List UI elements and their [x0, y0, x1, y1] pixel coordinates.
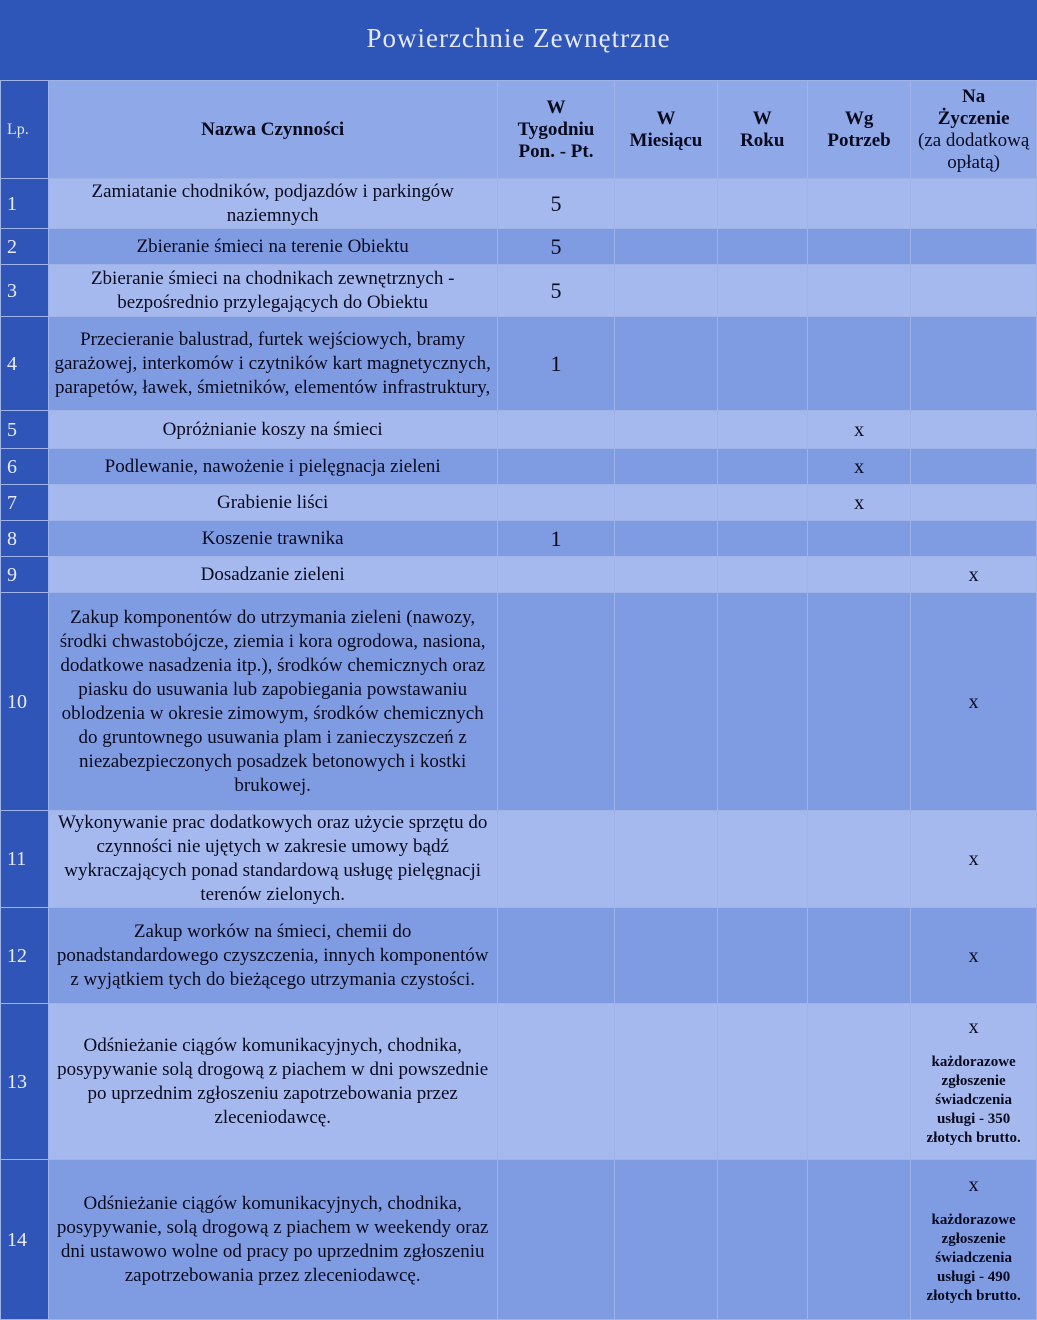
row-week: 1 [497, 521, 615, 557]
row-week [497, 811, 615, 908]
row-name: Zbieranie śmieci na terenie Obiektu [48, 229, 497, 265]
row-week: 1 [497, 317, 615, 411]
row-month [615, 179, 717, 229]
row-lp: 6 [1, 449, 49, 485]
row-year [717, 229, 807, 265]
row-month [615, 1004, 717, 1160]
row-name: Zbieranie śmieci na chodnikach zewnętrznych - bezpośrednio przylegających do Obiektu [48, 265, 497, 317]
header-year [717, 81, 807, 179]
table-row [1, 557, 1037, 593]
row-year [717, 908, 807, 1004]
row-request [911, 485, 1037, 521]
header-request-line-4: opłatą) [947, 151, 1001, 173]
row-name: Zakup komponentów do utrzymania zieleni (nawozy, środki chwastobójcze, ziemia i kora ogrodowa, nasiona, dodatkowe nasadzenia itp.), środków chemicznych oraz piasku do usuwania lub zapobiegania powstawaniu oblodzenia w okresie zimowym, środków chemicznych do gruntownego usuwania plam i zanieczyszczeń z niezabezpieczonych posadzek betonowych i kostki brukowej. [48, 593, 497, 811]
header-year-line-2: Roku [740, 129, 785, 151]
header-request-line-3: (za dodatkową [917, 129, 1030, 151]
header-week-line-2: Tygodniu [517, 118, 595, 140]
row-need [807, 908, 910, 1004]
row-week [497, 485, 615, 521]
row-week [497, 1004, 615, 1160]
row-year [717, 593, 807, 811]
row-request-mark: x [968, 1174, 979, 1196]
row-lp: 7 [1, 485, 49, 521]
header-lp: Lp. [1, 81, 49, 179]
row-month [615, 521, 717, 557]
row-month [615, 811, 717, 908]
row-name: Opróżnianie koszy na śmieci [48, 411, 497, 449]
row-lp: 11 [1, 811, 49, 908]
table-row [1, 485, 1037, 521]
header-need-line-1: Wg [844, 107, 874, 129]
header-request-line-1: Na [962, 85, 986, 107]
row-need [807, 593, 910, 811]
table-row [1, 908, 1037, 1004]
row-lp: 1 [1, 179, 49, 229]
row-lp: 4 [1, 317, 49, 411]
row-lp: 8 [1, 521, 49, 557]
header-month [615, 81, 717, 179]
row-week: 5 [497, 179, 615, 229]
row-request-mark: x [968, 1016, 979, 1038]
row-name: Odśnieżanie ciągów komunikacyjnych, chodnika, posypywanie, solą drogową z piachem w weekendy oraz dni ustawowo wolne od pracy po uprzednim zgłoszeniu zapotrzebowania przez zleceniodawcę. [48, 1160, 497, 1320]
row-request [911, 317, 1037, 411]
table-row [1, 229, 1037, 265]
header-month-line-2: Miesiącu [629, 129, 703, 151]
row-year [717, 521, 807, 557]
header-need-line-2: Potrzeb [827, 129, 891, 151]
row-name: Dosadzanie zieleni [48, 557, 497, 593]
table-row [1, 411, 1037, 449]
table-row [1, 317, 1037, 411]
row-month [615, 411, 717, 449]
row-lp: 5 [1, 411, 49, 449]
row-need [807, 265, 910, 317]
row-year [717, 557, 807, 593]
services-table [0, 80, 1037, 1320]
row-name: Grabienie liści [48, 485, 497, 521]
row-request-note: każdorazowe zgłoszenie świadczenia usługi - 350 złotych brutto. [926, 1054, 1021, 1146]
row-month [615, 908, 717, 1004]
row-name: Zakup worków na śmieci, chemii do ponadstandardowego czyszczenia, innych komponentów z wyjątkiem tych do bieżącego utrzymania czystości. [48, 908, 497, 1004]
row-lp: 2 [1, 229, 49, 265]
table-row [1, 1004, 1037, 1160]
row-week [497, 593, 615, 811]
table-row [1, 1160, 1037, 1320]
row-request: x [911, 908, 1037, 1004]
row-lp: 13 [1, 1004, 49, 1160]
row-year [717, 179, 807, 229]
row-lp: 12 [1, 908, 49, 1004]
row-year [717, 449, 807, 485]
header-week [497, 81, 615, 179]
row-week [497, 908, 615, 1004]
row-need [807, 1160, 910, 1320]
row-month [615, 485, 717, 521]
row-name: Przecieranie balustrad, furtek wejściowych, bramy garażowej, interkomów i czytników kart magnetycznych, parapetów, ławek, śmietników, elementów infrastruktury, [48, 317, 497, 411]
row-month [615, 557, 717, 593]
row-month [615, 449, 717, 485]
row-request: x [911, 593, 1037, 811]
table-header-row [1, 81, 1037, 179]
row-name: Podlewanie, nawożenie i pielęgnacja zieleni [48, 449, 497, 485]
table-row [1, 449, 1037, 485]
row-name: Koszenie trawnika [48, 521, 497, 557]
row-request-note: każdorazowe zgłoszenie świadczenia usługi - 490 złotych brutto. [926, 1212, 1021, 1304]
row-year [717, 1004, 807, 1160]
row-need [807, 179, 910, 229]
table-row [1, 265, 1037, 317]
table-row [1, 811, 1037, 908]
row-week [497, 411, 615, 449]
row-name: Wykonywanie prac dodatkowych oraz użycie sprzętu do czynności nie ujętych w zakresie umowy bądź wykraczających ponad standardową usługę pielęgnacji terenów zielonych. [48, 811, 497, 908]
row-request [911, 411, 1037, 449]
row-week [497, 1160, 615, 1320]
row-request [911, 1160, 1037, 1320]
row-lp: 14 [1, 1160, 49, 1320]
row-request [911, 1004, 1037, 1160]
row-week [497, 449, 615, 485]
table-row [1, 521, 1037, 557]
row-request: x [911, 557, 1037, 593]
row-month [615, 1160, 717, 1320]
row-request [911, 449, 1037, 485]
page-title: Powierzchnie Zewnętrzne [366, 22, 671, 53]
header-request [911, 81, 1037, 179]
header-year-line-1: W [752, 107, 772, 129]
row-month [615, 317, 717, 411]
row-year [717, 1160, 807, 1320]
row-year [717, 317, 807, 411]
table-row [1, 179, 1037, 229]
row-lp: 10 [1, 593, 49, 811]
row-month [615, 229, 717, 265]
row-month [615, 593, 717, 811]
row-need [807, 1004, 910, 1160]
row-week: 5 [497, 229, 615, 265]
row-year [717, 265, 807, 317]
row-need: x [807, 449, 910, 485]
row-need: x [807, 411, 910, 449]
row-request [911, 265, 1037, 317]
row-need [807, 811, 910, 908]
table-row [1, 593, 1037, 811]
row-month [615, 265, 717, 317]
row-year [717, 485, 807, 521]
row-need: x [807, 485, 910, 521]
header-month-line-1: W [656, 107, 676, 129]
row-need [807, 521, 910, 557]
row-request [911, 521, 1037, 557]
row-request [911, 229, 1037, 265]
row-week [497, 557, 615, 593]
header-request-line-2: Życzenie [937, 107, 1010, 129]
header-name: Nazwa Czynności [48, 81, 497, 179]
row-request [911, 179, 1037, 229]
row-need [807, 317, 910, 411]
row-lp: 3 [1, 265, 49, 317]
row-lp: 9 [1, 557, 49, 593]
row-name: Zamiatanie chodników, podjazdów i parkingów naziemnych [48, 179, 497, 229]
row-year [717, 811, 807, 908]
header-week-line-1: W [546, 96, 566, 118]
header-need [807, 81, 910, 179]
row-year [717, 411, 807, 449]
header-week-line-3: Pon. - Pt. [518, 140, 594, 162]
row-name: Odśnieżanie ciągów komunikacyjnych, chodnika, posypywanie solą drogową z piachem w dni powszednie po uprzednim zgłoszeniu zapotrzebowania przez zleceniodawcę. [48, 1004, 497, 1160]
title-bar [0, 0, 1037, 80]
row-week: 5 [497, 265, 615, 317]
row-need [807, 229, 910, 265]
row-request: x [911, 811, 1037, 908]
row-need [807, 557, 910, 593]
